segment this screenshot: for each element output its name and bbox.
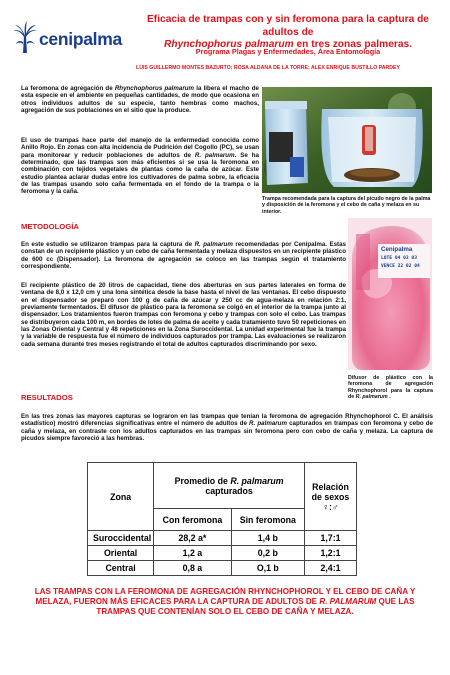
table-cell-without: O,1 b bbox=[231, 561, 304, 576]
dispenser-vence-label: VENCE 22 02 04 bbox=[381, 264, 420, 269]
results-table bbox=[87, 462, 357, 576]
logo-wordmark: cenipalma bbox=[39, 29, 122, 49]
methodology-paragraph-2: El recipiente plástico de 20 litros de capacidad, tiene dos aberturas en sus partes laterales en forma de ventana de 8,0 x 12,0 cm y una lona sintética desde la base hasta el nivel de las ventanas. El cebo dispuesto en el dispensador se preparó con 100 g de caña de azúcar y 250 cc de agua-melaza en relación 2:1, previamente fermentados. El difusor de plástico para la feromona se colgó en el interior de la trampa junto al dispensador. Los tratamientos fueron trampas con feromona y cebo y trampas con solo el cebo. Las trampas se distribuyeron cada 100 m, en bordes de lotes de palma de aceite y cada tratamiento tuvo 50 repeticiones en las Zonas Oriental y Central y 48 repeticiones en la Zona Suroccidental. La unidad experimental fue la trampa y la variable de respuesta fue el número de individuos capturados por trampa. Las evaluaciones se realizaron cada semana durante tres meses registrando el total de adultos capturados discriminando por sexo. bbox=[21, 282, 346, 348]
methodology-heading: METODOLOGÍA bbox=[21, 222, 79, 231]
cenipalma-logo bbox=[12, 20, 130, 56]
methodology-paragraph-1: En este estudio se utilizaron trampas para la captura de R. palmarum recomendadas por Cenipalma. Estas constan de un recipiente plástico y un cebo de caña fermentada y melaza dispuestos en un recipiente plástico de 600 cc (Dispensador). La feromona de agregación se coloco en las trampas según el tratamiento correspondiente. bbox=[21, 241, 346, 271]
cenipalma-logo-icon bbox=[12, 20, 38, 54]
table-header-mean: Promedio de R. palmarum capturados bbox=[154, 463, 305, 509]
trap-photo-illustration bbox=[262, 87, 432, 193]
title-line1: Eficacia de trampas con y sin feromona para la captura de adultos de bbox=[147, 14, 429, 38]
table-cell-zone: Suroccidental bbox=[88, 531, 154, 546]
dispenser-brand-label: Cenipalma bbox=[381, 246, 413, 253]
table-cell-with: 28,2 a* bbox=[154, 531, 231, 546]
poster-title bbox=[138, 14, 438, 52]
table-header-zone: Zona bbox=[88, 463, 154, 531]
results-paragraph: En las tres zonas las mayores capturas se lograron en las trampas que tenían la feromona de agregación Rhynchophorol C. El análisis estadístico) mostró diferencias significativas entre el número de adultos de R. palmarum capturados en trampas con feromona y cebo de caña y melaza, en contraste con los adultos capturados en las trampas sin feromona pero con cebo de caña y melaza. La captura de picudos siempre favoreció a las hembras. bbox=[21, 413, 434, 443]
poster-subtitle: Programa Plagas y Enfermedades, Área Entomología bbox=[195, 47, 381, 56]
trap-photo bbox=[262, 87, 432, 193]
title-line2: en tres zonas palmeras. bbox=[293, 39, 412, 50]
table-cell-ratio: 1,7:1 bbox=[305, 531, 357, 546]
table-cell-with: 1,2 a bbox=[154, 546, 231, 561]
dispenser-lote-label: LOTE 04 03 03 bbox=[381, 256, 417, 261]
title-species: Rhynchophorus palmarum bbox=[164, 39, 294, 50]
results-heading: RESULTADOS bbox=[21, 393, 73, 402]
table-header-sex-ratio: Relación de sexos ♀:♂ bbox=[305, 463, 357, 531]
table-header-without-pheromone: Sin feromona bbox=[231, 509, 304, 531]
intro-paragraph-1: La feromona de agregación de Rhynchophorus palmarum la libera el macho de esta especie en el ambiente en pequeñas cantidades, de modo que ocasiona en otros individuos adultos de su especie, tanto hembras como machos, agregación de sus poblaciones en el sitio que la produce. bbox=[21, 85, 259, 115]
diffuser-photo bbox=[348, 218, 432, 370]
table-cell-without: 1,4 b bbox=[231, 531, 304, 546]
table-cell-zone: Central bbox=[88, 561, 154, 576]
table-row bbox=[88, 561, 357, 576]
table-row bbox=[88, 531, 357, 546]
table-cell-ratio: 1,2:1 bbox=[305, 546, 357, 561]
table-cell-without: 0,2 b bbox=[231, 546, 304, 561]
diffuser-photo-caption: Difusor de plástico con la feromona de agregación Rhynchophorol para la captura de R. palmarum . bbox=[348, 375, 433, 400]
diffuser-photo-illustration bbox=[348, 218, 432, 370]
table-header-with-pheromone: Con feromona bbox=[154, 509, 231, 531]
trap-photo-caption: Trampa recomendada para la captura del picudo negro de la palma y disposición de la feromona y el cebo de caña y melaza en su interior. bbox=[262, 196, 431, 215]
table-cell-with: 0,8 a bbox=[154, 561, 231, 576]
table-row bbox=[88, 546, 357, 561]
intro-paragraph-2: El uso de trampas hace parte del manejo de la enfermedad conocida como Anillo Rojo. En zonas con alta incidencia de Pudrición del Cogollo (PC), se usan para monitorear y reducir poblaciones de adultos de R. palmarum. Se ha determinado, que las trampas son más eficientes si se usa la feromona en combinación con tejidos vegetales de plantas como la caña de azúcar. Este estudio plantea aclarar dudas entre los cultivadores de palma sobre, la eficacia de las trampas usando solo caña fermentada en el fondo de la trampa o la feromona y la caña. bbox=[21, 137, 259, 196]
table-cell-ratio: 2,4:1 bbox=[305, 561, 357, 576]
conclusion-statement: LAS TRAMPAS CON LA FEROMONA DE AGREGACIÓN RHYNCHOPHOROL Y EL CEBO DE CAÑA Y MELAZA, FUERON MÁS EFICACES PARA LA CAPTURA DE ADULTOS DE R. PALMARUM QUE LAS TRAMPAS QUE CONTENÍAN SOLO EL CEBO DE CAÑA Y MELAZA. bbox=[34, 587, 416, 617]
poster-authors: LUIS GUILLERMO MONTES BAZURTO; ROSA ALDANA DE LA TORRE; ALEX ENRIQUE BUSTILLO PARDEY bbox=[136, 65, 400, 71]
table-cell-zone: Oriental bbox=[88, 546, 154, 561]
